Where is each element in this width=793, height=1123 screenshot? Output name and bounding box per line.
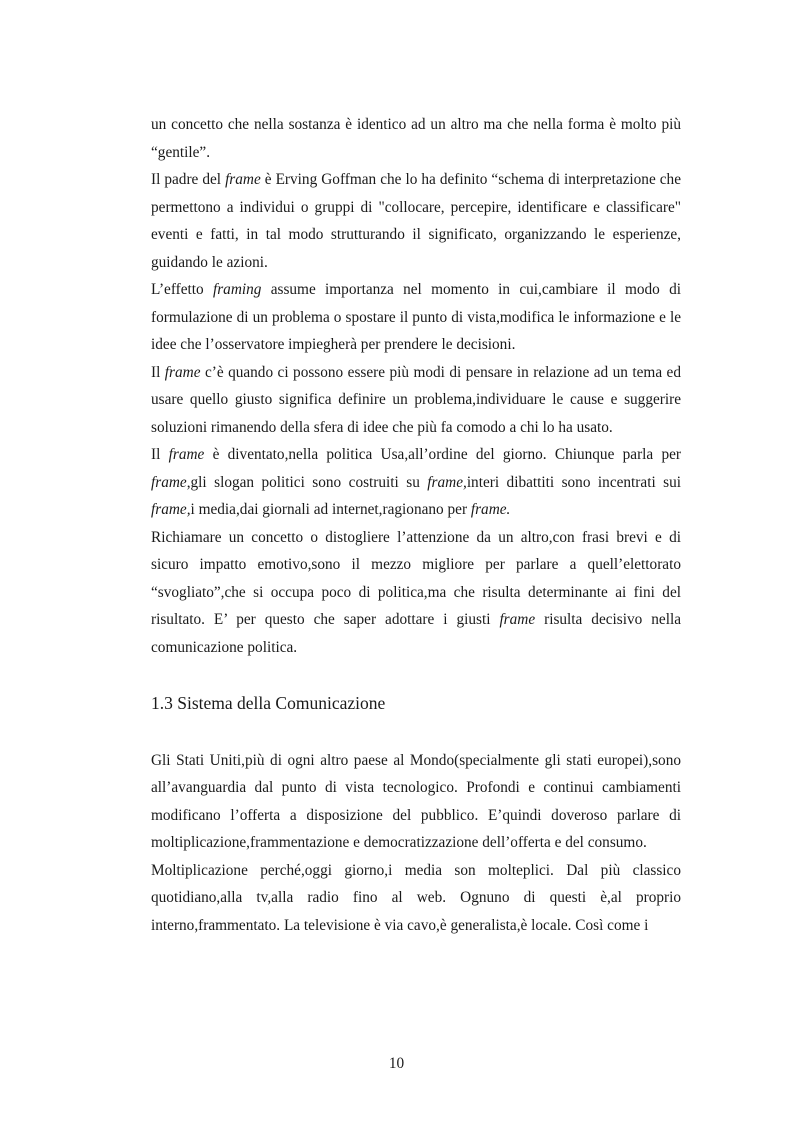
text-run: Gli Stati Uniti,più di ogni altro paese al Mondo(specialmente gli stati europei),sono all’avanguardia dal punto di vista tecnologico. Profondi e continui cambiamenti modificano l’offerta a disposizione del pubblico. E’quindi doveroso parlare di moltiplicazione,frammentazione e democratizzazione dell’offerta e del consumo. xyxy=(151,751,681,851)
body-text xyxy=(151,111,681,939)
paragraph-goffman xyxy=(151,166,681,276)
paragraph-richiamare xyxy=(151,524,681,662)
text-run: interi dibattiti sono incentrati sui xyxy=(466,473,681,491)
italic-run: frame xyxy=(225,171,261,188)
paragraph-frame-usa xyxy=(151,441,681,524)
paragraph-framing-effect xyxy=(151,276,681,359)
text-run: Moltiplicazione perché,oggi giorno,i media son molteplici. Dal più classico quotidiano,alla tv,alla radio fino al web. Ognuno di questi è,al proprio interno,frammentato. La televisione è via cavo,è generalista,è locale. Così come i xyxy=(151,861,681,934)
italic-run: frame, xyxy=(151,501,191,518)
text-run: Il padre del xyxy=(151,171,226,188)
text-run: risulta decisivo nella comunicazione politica. xyxy=(151,611,681,656)
page-number: 10 xyxy=(388,1055,405,1072)
text-run: Il xyxy=(151,363,165,381)
text-run: ,gli slogan politici sono costruiti su xyxy=(186,473,428,491)
italic-run: frame xyxy=(164,363,201,381)
italic-run: frame xyxy=(499,611,536,628)
text-run: è Erving Goffman che lo ha definito “schema di interpretazione che permettono a individui o gruppi di "collocare, percepire, identificare e classificare" eventi e fatti, in tal modo strutturando il significato, organizzando le esperienze, guidando le azioni. xyxy=(151,171,681,271)
text-run: L’effetto xyxy=(151,281,213,298)
text-run: 1.3 Sistema della Comunicazione xyxy=(151,693,386,713)
text-run: i media,dai giornali ad internet,ragionano per xyxy=(190,501,471,518)
paragraph-frame-modi xyxy=(151,359,681,442)
italic-run: framing xyxy=(212,281,262,298)
text-run: un concetto che nella sostanza è identico ad un altro ma che nella forma è molto più “gentile”. xyxy=(151,116,681,161)
text-run: assume importanza nel momento in cui,cambiare il modo di formulazione di un problema o spostare il punto di vista,modifica le informazione e le idee che l’osservatore impiegherà per prendere le decisioni. xyxy=(151,281,681,353)
italic-run: frame xyxy=(168,446,205,463)
section-heading xyxy=(151,690,681,718)
paragraph-stati-uniti xyxy=(151,747,681,857)
text-run: Il xyxy=(151,446,169,463)
paragraph-moltiplicazione xyxy=(151,857,681,940)
text-run: è diventato,nella politica Usa,all’ordine del giorno. Chiunque parla per xyxy=(204,446,682,463)
text-run: Richiamare un concetto o distogliere l’attenzione da un altro,con frasi brevi e di sicuro impatto emotivo,sono il mezzo migliore per parlare a quell’elettorato “svogliato”,che si occupa poco di politica,ma che risulta determinante ai fini del risultato. E’ per questo che saper adottare i giusti xyxy=(151,528,681,628)
italic-run: frame. xyxy=(470,501,511,518)
text-run: c’è quando ci possono essere più modi di pensare in relazione ad un tema ed usare quello giusto significa definire un problema,individuare le cause e suggerire soluzioni rimanendo della sfera di idee che più fa comodo a chi lo ha usato. xyxy=(151,363,681,436)
italic-run: frame, xyxy=(427,473,467,491)
paragraph-gentile xyxy=(151,111,681,166)
italic-run: frame xyxy=(151,473,187,491)
